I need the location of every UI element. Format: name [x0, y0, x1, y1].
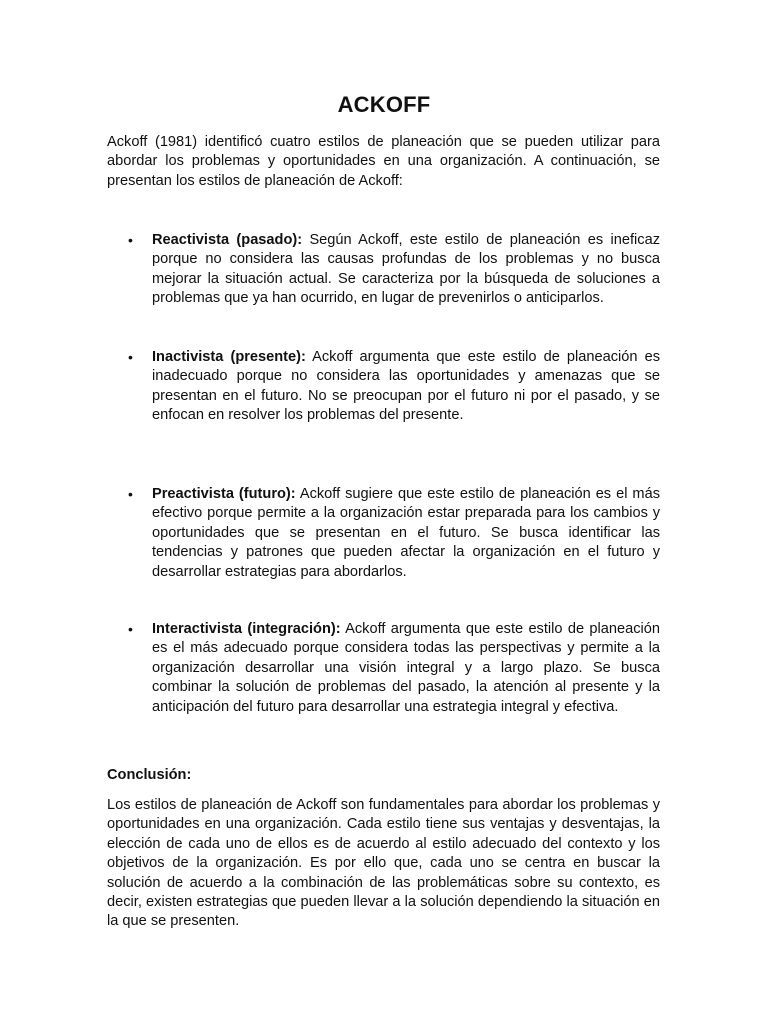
list-item-preactivista — [152, 485, 660, 582]
conclusion-paragraph: Los estilos de planeación de Ackoff son fundamentales para abordar los problemas y oportunidades en una organización. Cada estilo tiene sus ventajas y desventajas, la elección de cada uno de ellos es de acuerdo al estilo adecuado del contexto y los objetivos de la organización. Es por ello que, cada uno se centra en buscar la solución de acuerdo a la combinación de las problemáticas sobre su contexto, es decir, existen estrategias que pueden llevar a la solución dependiendo la situación en la que se presenten. — [107, 797, 660, 930]
list-item-text: Ackoff sugiere que este estilo de planeación es el más efectivo porque permite a la organización estar preparada para los cambios y oportunidades que se presentan en el futuro. Se busca identificar las tendencias y patrones que pueden afectar la organización en el futuro y desarrollar estrategias para abordarlos. — [152, 486, 660, 580]
list-item-term: Preactivista (futuro): — [152, 486, 296, 502]
list-item-term: Interactivista (integración): — [152, 621, 341, 637]
list-item-text: Ackoff argumenta que este estilo de planeación es el más adecuado porque considera todas las perspectivas y permite a la organización desarrollar una visión integral y a largo plazo. Se busca combinar la solución de problemas del pasado, la atención al presente y la anticipación del futuro para desarrollar una estrategia integral y efectiva. — [152, 621, 661, 715]
list-item-term: Inactivista (presente): — [152, 349, 306, 365]
list-item-term: Reactivista (pasado): — [152, 232, 303, 248]
list-item-text: Según Ackoff, este estilo de planeación es ineficaz porque no considera las causas profundas de los problemas y no busca mejorar la situación actual. Se caracteriza por la búsqueda de soluciones a problemas que ya han ocurrido, en lugar de prevenirlos o anticiparlos. — [152, 232, 660, 307]
list-item-text: Ackoff argumenta que este estilo de planeación es inadecuado porque no considera las oportunidades y amenazas que se presentan en el futuro. No se preocupan por el futuro ni por el pasado, y se enfocan en resolver los problemas del presente. — [152, 349, 660, 424]
list-item-interactivista — [152, 620, 660, 717]
list-item-inactivista — [152, 348, 660, 426]
list-item-reactivista — [152, 231, 660, 309]
bullet-icon: • — [128, 621, 133, 637]
bullet-icon: • — [128, 486, 133, 502]
bullet-icon: • — [128, 349, 133, 365]
page-title: ACKOFF — [337, 92, 431, 117]
intro-paragraph: Ackoff (1981) identificó cuatro estilos de planeación que se pueden utilizar para abordar los problemas y oportunidades en una organización. A continuación, se presentan los estilos de planeación de Ackoff: — [107, 134, 660, 189]
conclusion-heading: Conclusión: — [107, 767, 192, 783]
bullet-icon: • — [128, 232, 133, 248]
